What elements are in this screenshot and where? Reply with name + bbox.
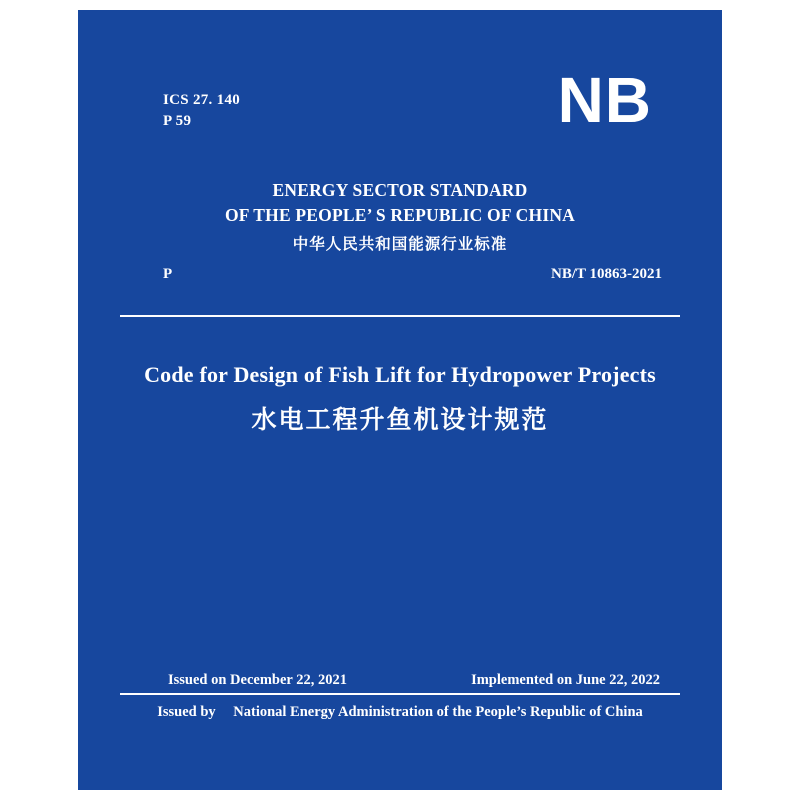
classification-code: P 59 bbox=[163, 113, 192, 129]
issued-on-date: Issued on December 22, 2021 bbox=[168, 672, 347, 688]
organization-line-cn: 中华人民共和国能源行业标准 bbox=[292, 235, 508, 253]
ics-code: ICS 27. 140 bbox=[163, 92, 241, 108]
organization-line-en-1: ENERGY SECTOR STANDARD bbox=[272, 180, 528, 200]
divider-top bbox=[120, 315, 680, 317]
title-english: Code for Design of Fish Lift for Hydropower Projects bbox=[144, 362, 656, 387]
standard-number: NB/T 10863-2021 bbox=[551, 266, 662, 282]
category-letter: P bbox=[163, 266, 173, 282]
implemented-on-date: Implemented on June 22, 2022 bbox=[471, 672, 660, 688]
title-block bbox=[78, 360, 722, 438]
title-chinese: 水电工程升鱼机设计规范 bbox=[251, 405, 549, 434]
standard-meta-row bbox=[163, 266, 662, 283]
nb-logo: NB bbox=[557, 64, 652, 136]
issued-by-row bbox=[78, 704, 722, 721]
issued-by-label: Issued by bbox=[157, 704, 216, 720]
divider-bottom bbox=[120, 693, 680, 695]
cover-codes bbox=[163, 90, 240, 132]
standard-cover bbox=[78, 10, 722, 790]
organization-line-en-2: OF THE PEOPLE’ S REPUBLIC OF CHINA bbox=[224, 205, 576, 225]
organization-block bbox=[78, 178, 722, 257]
issued-by-value: National Energy Administration of the People’s Republic of China bbox=[233, 704, 643, 720]
dates-row bbox=[168, 672, 660, 689]
